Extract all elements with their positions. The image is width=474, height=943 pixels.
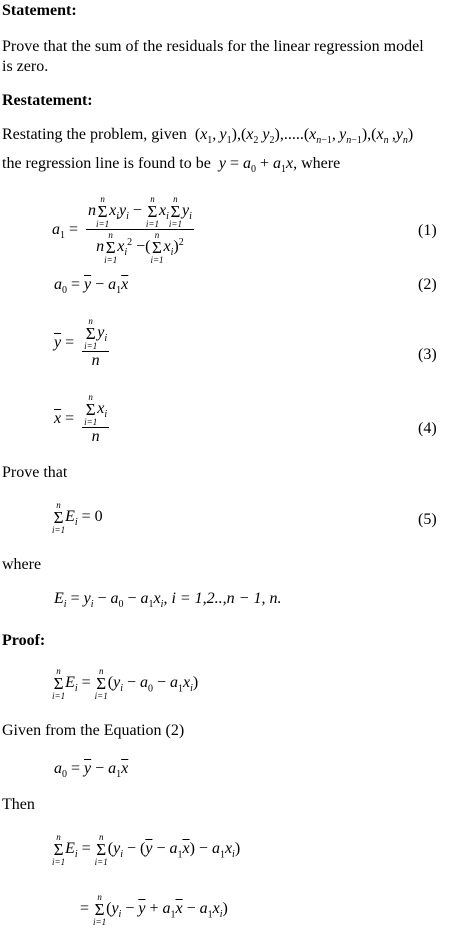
statement-line-1: Prove that the sum of the residuals for the linear regression model [2,38,424,55]
equation-1: $a_1$ = n n Σ i=1 $x_iy_i$ − n Σ i=1 $x_i$ n Σ i=1 $y_i$ n n Σ i=1 $x_i^2$ −( n Σ i=1 $x_i)^2$ [52,194,192,265]
restatement-line-2 [2,155,341,176]
index-range: i = 1,2..,n − 1, n. [171,590,282,607]
residual-definition: $E_i = y_i - a_0 - a_1x_i$, i = 1,2..,n − 1, n. [54,590,282,611]
statement-line-2: is zero. [2,58,49,75]
equation-1-fraction: n n Σ i=1 $x_iy_i$ − n Σ i=1 $x_i$ n Σ i=1 $y_i$ n n Σ i=1 $x_i^2$ −( n Σ i=1 $x_i)^2$ [88,194,192,265]
regression-equation: $y = a_0 + a_1x$ [218,155,294,176]
restatement-text: Restating the problem, given [2,126,187,143]
equation-2-number: (2) [418,276,437,293]
restatement-line-1 [2,126,414,147]
proof-step-2: n Σ i=1 $E_i$ = n Σ i=1 $(y_i - (\overline{y} - a_1\overline{x}) - a_1x_i)$ [52,832,241,867]
restatement-heading: Restatement: [2,92,93,109]
then-text: Then [2,796,35,813]
equation-4-number: (4) [418,420,437,437]
prove-that-text: Prove that [2,464,68,481]
given-from-equation-text: Given from the Equation (2) [2,722,185,739]
equation-5: n Σ i=1 $E_i = 0$ [52,500,103,535]
regression-text: the regression line is found to be [2,155,211,172]
equation-5-number: (5) [418,511,437,528]
data-points: ($x_1$, $y_1),(x_2$ $y_2),.....(x_{n-1}$, $y_{n-1}),(x_n$ $,y_n$) [190,126,414,147]
proof-step-1: n Σ i=1 $E_i$ = n Σ i=1 $(y_i - a_0 - a_1x_i)$ [52,666,199,701]
equation-3: $\overline{y}$ = n Σ i=1 $y_i$ n [54,316,108,369]
regression-where: , where [293,155,341,172]
equation-3-number: (3) [418,346,437,363]
proof-heading: Proof: [2,632,46,649]
where-text: where [2,556,42,573]
statement-heading: Statement: [2,2,77,19]
proof-given-equation: $a_0 = \overline{y} - a_1\overline{x}$ [54,760,129,781]
proof-step-3: = n Σ i=1 $(y_i - \overline{y} + a_1\overline{x} - a_1x_i)$ [80,892,228,927]
equation-1-number: (1) [418,222,437,239]
equation-4: $\overline{x}$ = n Σ i=1 $x_i$ n [54,392,108,445]
equation-2: $a_0 = \overline{y} - a_1\overline{x}$ [54,276,129,297]
